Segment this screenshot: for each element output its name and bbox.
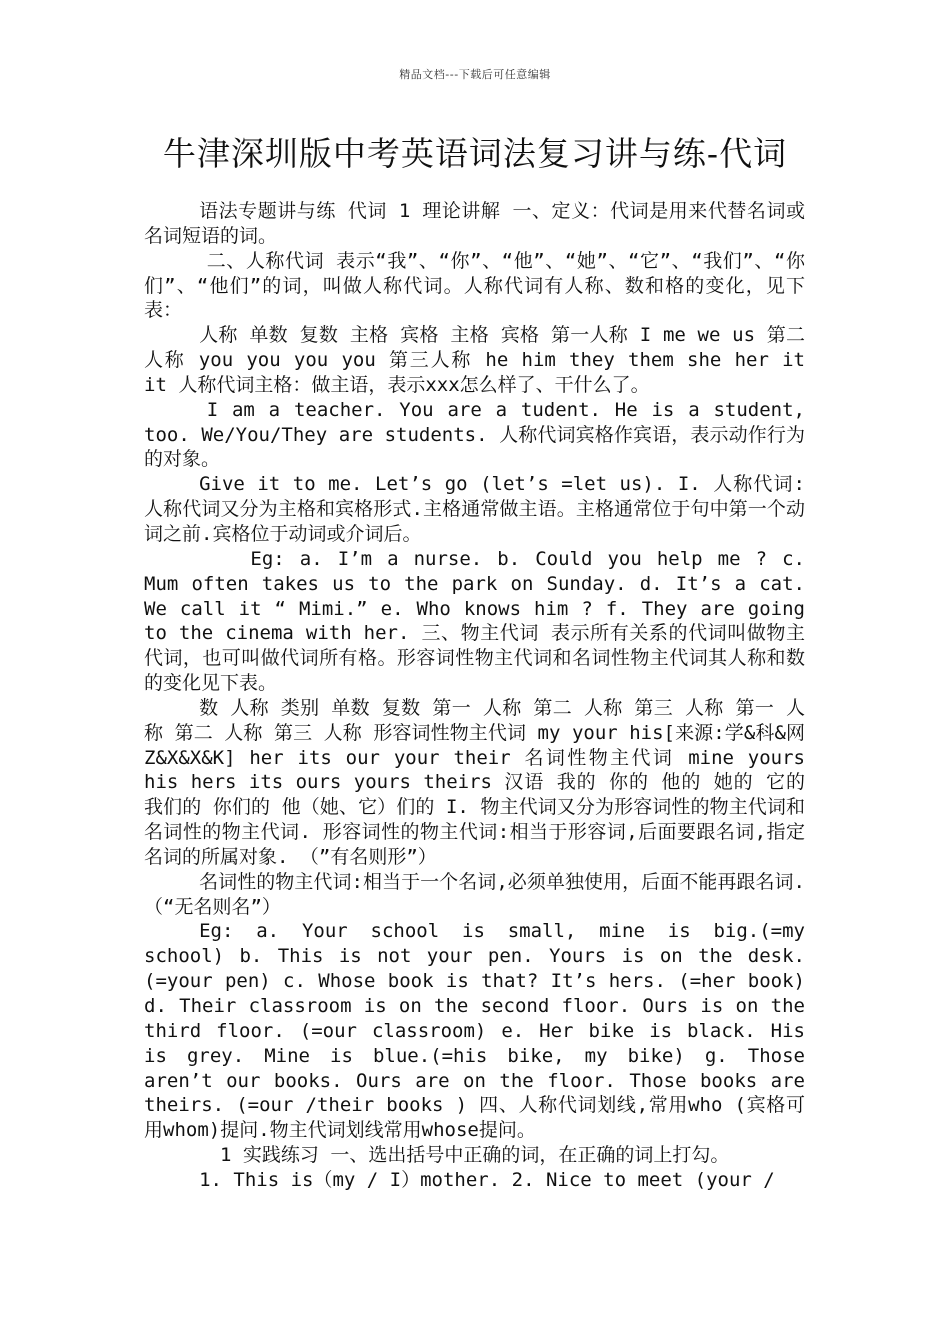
- paragraph-nominal-possessive: 名词性的物主代词:相当于一个名词,必须单独使用，后面不能再跟名词. （“无名则名”）: [144, 870, 805, 918]
- paragraph-practice-heading: 1 实践练习 一、选出括号中正确的词，在正确的词上打勾。: [220, 1144, 730, 1167]
- paragraph-eg-examples: Eg: a. I’m a nurse. b. Could you help me ? c. Mum often takes us to the park on Sunday. d. It’s a cat. We call it “ Mimi.” e. Who knows him ? f. They are going to the cinema with her. 三、物主代词 表示所有关系的代词叫做物主代词，也可叫做代词所有格。形容词性物主代词和名词性物主代词其人称和数的变化见下表。: [144, 547, 805, 695]
- page-header: 精品文档---下载后可任意编辑: [399, 68, 551, 81]
- paragraph-subject-examples: I am a teacher. You are a tudent. He is a student, too. We/You/They are students. 人称代词宾格作宾语，表示动作行为的对象。: [144, 398, 805, 471]
- paragraph-personal-pronouns: 二、人称代词 表示“我”、“你”、“他”、“她”、“它”、“我们”、“你们”、“他们”的词，叫做人称代词。人称代词有人称、数和格的变化，见下表：: [144, 249, 805, 322]
- paragraph-definition: 语法专题讲与练 代词 1 理论讲解 一、定义：代词是用来代替名词或名词短语的词。: [144, 200, 805, 247]
- paragraph-possessive-table: 数 人称 类别 单数 复数 第一 人称 第二 人称 第三 人称 第一 人称 第二 人称 第三 人称 形容词性物主代词 my your his[来源:学&科&网Z&X&X&K] her its our your their 名词性物主代词 mine yours his hers its ours yours theirs 汉语 我的 你的 他的 她的 它的 我们的 你们的 他（她、它）们的 I. 物主代词又分为形容词性的物主代词和名词性的物主代词. 形容词性的物主代词:相当于形容词,后面要跟名词,指定名词的所属对象. （”有名则形”）: [144, 696, 805, 868]
- paragraph-practice-items: 1. This is（my / I）mother. 2. Nice to meet (your /: [199, 1168, 775, 1191]
- document-title: 牛津深圳版中考英语词法复习讲与练-代词: [162, 134, 788, 173]
- paragraph-pronoun-table: 人称 单数 复数 主格 宾格 主格 宾格 第一人称 I me we us 第二人称 you you you you 第三人称 he him they them she her it it 人称代词主格：做主语，表示xxx怎么样了、干什么了。: [144, 324, 805, 396]
- paragraph-possessive-examples: Eg: a. Your school is small, mine is big.(=my school) b. This is not your pen. Yours is on the desk.(=your pen) c. Whose book is that? It’s hers. (=her book) d. Their classroom is on the second floor. Ours is on the third floor. (=our classroom) e. Her bike is black. His is grey. Mine is blue.(=his bike, my bike) g. Those aren’t our books. Ours are on the floor. Those books are theirs. (=our /their books ) 四、人称代词划线,常用who (宾格可用whom)提问.物主代词划线常用whose提问。: [144, 920, 805, 1142]
- document-body: [144, 199, 805, 1193]
- paragraph-object-examples: Give it to me. Let’s go (let’s =let us). I. 人称代词: 人称代词又分为主格和宾格形式.主格通常做主语。主格通常位于句中第一个动词之前.宾格位于动词或介词后。: [144, 473, 805, 545]
